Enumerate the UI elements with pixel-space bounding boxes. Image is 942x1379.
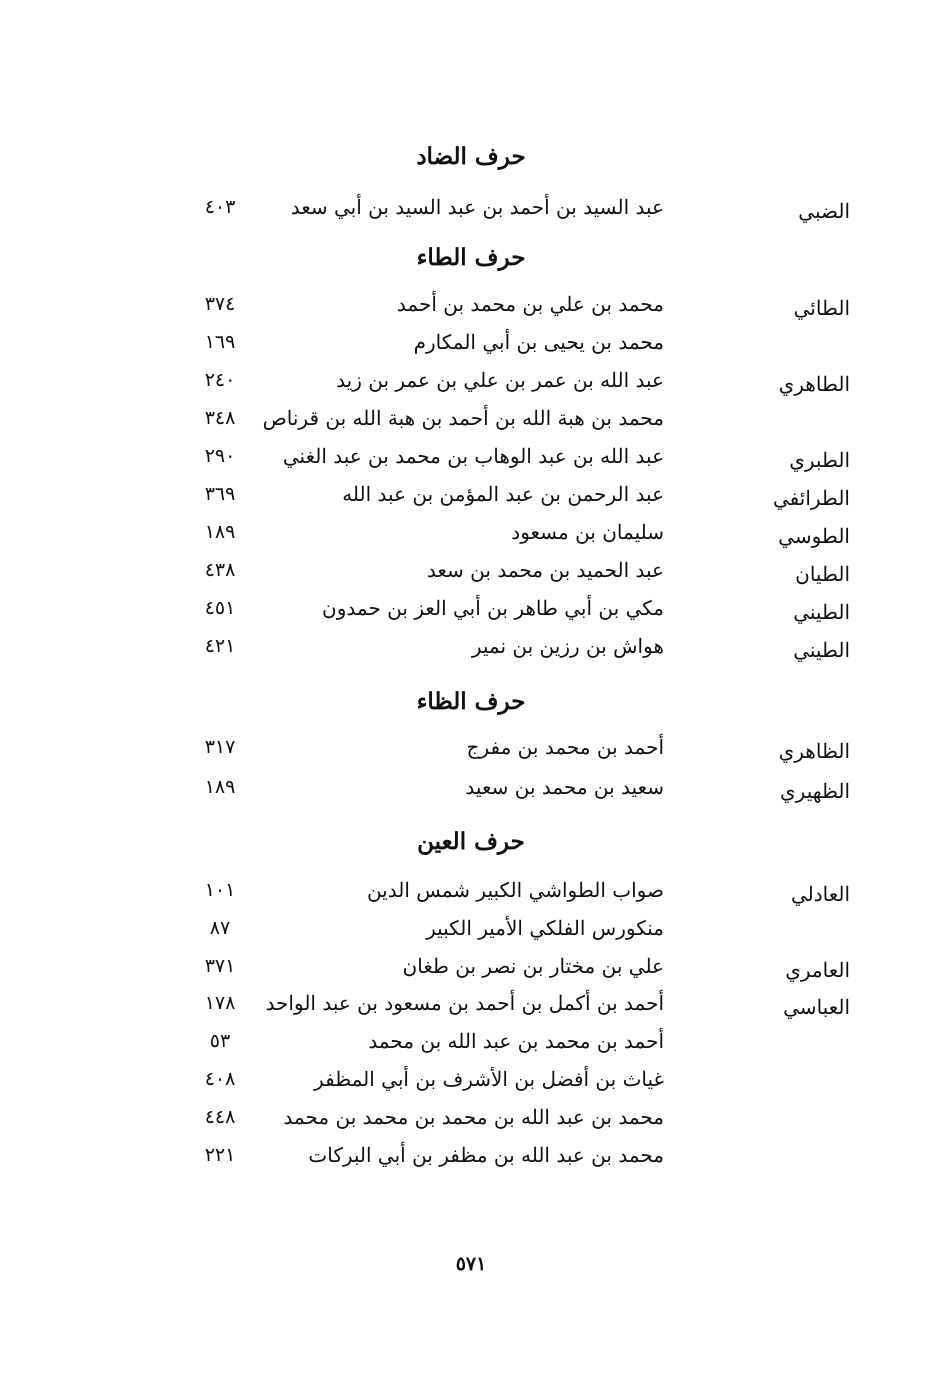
index-row xyxy=(0,193,942,227)
nisba-label: الظهيري xyxy=(780,779,850,803)
index-row xyxy=(0,952,942,986)
page-reference: ٢٩٠ xyxy=(204,445,236,467)
person-name: هواش بن رزين بن نمير xyxy=(471,634,664,658)
person-name: محمد بن عبد الله بن مظفر بن أبي البركات xyxy=(308,1143,664,1167)
page-reference: ٥٣ xyxy=(209,1030,231,1052)
page-reference: ٣٤٨ xyxy=(204,407,236,429)
person-name: سعيد بن محمد بن سعيد xyxy=(465,775,664,799)
person-name: أحمد بن محمد بن عبد الله بن محمد xyxy=(368,1029,664,1053)
index-row xyxy=(0,442,942,476)
index-row xyxy=(0,1103,942,1137)
page-reference: ٨٧ xyxy=(209,917,231,939)
index-row xyxy=(0,290,942,324)
person-name: صواب الطواشي الكبير شمس الدين xyxy=(366,878,664,902)
person-name: محمد بن يحيى بن أبي المكارم xyxy=(413,330,664,354)
page-reference: ٢٢١ xyxy=(204,1144,236,1166)
person-name: محمد بن هبة الله بن أحمد بن هبة الله بن قرناص xyxy=(262,406,664,430)
section-heading: حرف الطاء xyxy=(416,244,526,271)
nisba-label: الظاهري xyxy=(778,739,850,763)
nisba-label: الطيان xyxy=(795,562,850,586)
nisba-label: الضبي xyxy=(798,199,850,223)
section-heading: حرف العين xyxy=(417,828,525,855)
page-reference: ٤٠٨ xyxy=(204,1068,236,1090)
section-heading: حرف الظاء xyxy=(416,688,526,715)
person-name: علي بن مختار بن نصر بن طغان xyxy=(402,954,664,978)
page-reference: ١٠١ xyxy=(204,879,236,901)
index-row xyxy=(0,1065,942,1099)
nisba-label: الطاهري xyxy=(778,372,850,396)
person-name: محمد بن علي بن محمد بن أحمد xyxy=(396,292,664,316)
page-reference: ١٧٨ xyxy=(204,992,236,1014)
page-reference: ٤٤٨ xyxy=(204,1106,236,1128)
index-row xyxy=(0,480,942,514)
person-name: عبد الرحمن بن عبد المؤمن بن عبد الله xyxy=(342,482,664,506)
person-name: محمد بن عبد الله بن محمد بن محمد بن محمد xyxy=(283,1105,664,1129)
nisba-label: العامري xyxy=(785,958,850,982)
person-name: عبد الله بن عبد الوهاب بن محمد بن عبد الغني xyxy=(282,444,664,468)
person-name: مكي بن أبي طاهر بن أبي العز بن حمدون xyxy=(322,596,664,620)
nisba-label: الطائي xyxy=(793,296,850,320)
person-name: عبد الحميد بن محمد بن سعد xyxy=(426,558,664,582)
person-name: أحمد بن أكمل بن أحمد بن مسعود بن عبد الواحد xyxy=(265,991,664,1015)
nisba-label: الطيني xyxy=(793,638,850,662)
page-reference: ٤٢١ xyxy=(204,635,236,657)
page-reference: ٤٥١ xyxy=(204,597,236,619)
nisba-label: العادلي xyxy=(790,882,850,906)
nisba-label: الطوسي xyxy=(778,524,850,548)
nisba-label: العباسي xyxy=(783,995,850,1019)
person-name: منكورس الفلكي الأمير الكبير xyxy=(426,916,664,940)
person-name: عبد السيد بن أحمد بن عبد السيد بن أبي سعد xyxy=(290,195,664,219)
index-row xyxy=(0,594,942,628)
nisba-label: الطرائفي xyxy=(772,486,850,510)
index-row xyxy=(0,1141,942,1175)
index-row xyxy=(0,876,942,910)
person-name: أحمد بن محمد بن مفرج xyxy=(466,735,664,759)
page-number: ٥٧١ xyxy=(455,1253,487,1275)
nisba-label: الطبري xyxy=(789,448,850,472)
page-reference: ٢٤٠ xyxy=(204,369,236,391)
index-row xyxy=(0,989,942,1023)
section-heading: حرف الضاد xyxy=(416,143,526,170)
person-name: سليمان بن مسعود xyxy=(511,520,664,544)
page-reference: ٤٣٨ xyxy=(204,559,236,581)
index-row xyxy=(0,366,942,400)
index-row xyxy=(0,1027,942,1061)
page-reference: ٣٧١ xyxy=(204,955,236,977)
page-reference: ٣٧٤ xyxy=(204,293,236,315)
person-name: عبد الله بن عمر بن علي بن عمر بن زيد xyxy=(336,368,664,392)
nisba-label: الطيني xyxy=(793,600,850,624)
index-row xyxy=(0,773,942,807)
index-row xyxy=(0,632,942,666)
page-reference: ٣٦٩ xyxy=(204,483,236,505)
index-row xyxy=(0,328,942,362)
page-reference: ١٨٩ xyxy=(204,776,236,798)
index-row xyxy=(0,404,942,438)
index-row xyxy=(0,914,942,948)
page-reference: ١٦٩ xyxy=(204,331,236,353)
page-reference: ٤٠٣ xyxy=(204,196,236,218)
page-reference: ١٨٩ xyxy=(204,521,236,543)
index-row xyxy=(0,518,942,552)
person-name: غياث بن أفضل بن الأشرف بن أبي المظفر xyxy=(314,1067,664,1091)
index-row xyxy=(0,556,942,590)
index-row xyxy=(0,733,942,767)
page-reference: ٣١٧ xyxy=(204,736,236,758)
